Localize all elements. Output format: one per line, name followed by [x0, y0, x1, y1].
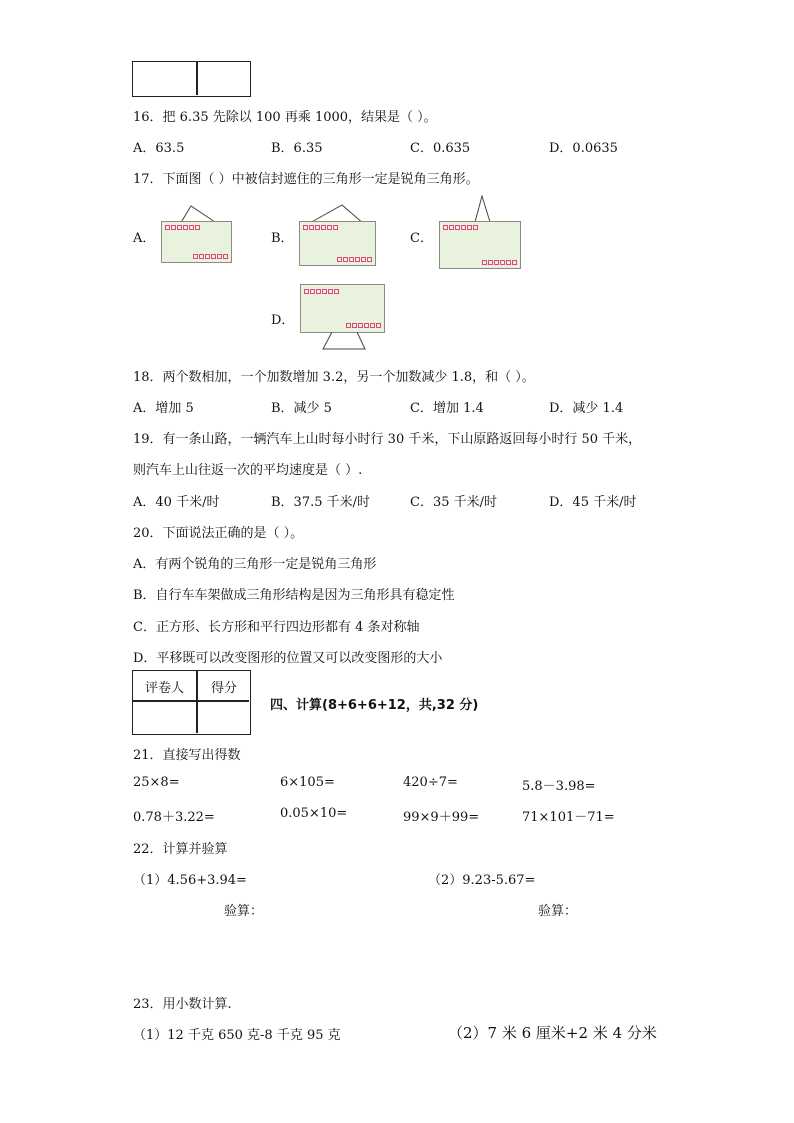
q23-part2: （2）7 米 6 厘米+2 米 4 分米: [448, 1024, 657, 1042]
q16-option-a[interactable]: A．63.5: [133, 141, 185, 156]
section4-title: 四、计算(8+6+6+12，共,32 分): [270, 698, 479, 713]
score-table: [132, 670, 251, 735]
q22-part1: （1）4.56+3.94=: [133, 873, 247, 888]
q16-option-d[interactable]: D．0.0635: [549, 141, 618, 156]
q16-option-c[interactable]: C．0.635: [410, 141, 471, 156]
envelope-a-stamps-bottom: [193, 254, 228, 259]
q21-item-6: 0.05×10=: [280, 806, 348, 821]
q21-text: 21．直接写出得数: [133, 748, 241, 763]
q18-option-d[interactable]: D．减少 1.4: [549, 401, 624, 416]
q22-check-1: 验算：: [224, 904, 264, 919]
q19-option-c[interactable]: C．35 千米/时: [410, 495, 498, 510]
q19-option-b[interactable]: B．37.5 千米/时: [271, 495, 371, 510]
q20-option-b[interactable]: B．自行车车架做成三角形结构是因为三角形具有稳定性: [133, 588, 455, 603]
envelope-d[interactable]: [300, 284, 385, 333]
top-table-divider: [196, 62, 198, 95]
q19-option-a[interactable]: A．40 千米/时: [133, 495, 220, 510]
q18-option-b[interactable]: B．减少 5: [271, 401, 332, 416]
q21-item-1: 25×8=: [133, 775, 180, 790]
q18-text: 18．两个数相加，一个加数增加 3.2，另一个加数减少 1.8，和（ ）。: [133, 370, 535, 385]
q16-option-b[interactable]: B．6.35: [271, 141, 323, 156]
q20-option-c[interactable]: C．正方形、长方形和平行四边形都有 4 条对称轴: [133, 620, 420, 635]
q22-part2: （2）9.23-5.67=: [428, 873, 536, 888]
q17-label-d[interactable]: D．: [271, 313, 295, 328]
score-header-score: 得分: [210, 681, 237, 696]
q18-option-a[interactable]: A．增加 5: [133, 401, 194, 416]
triangle-c-icon: [438, 193, 523, 223]
score-grader-input[interactable]: [133, 702, 196, 733]
q19-option-d[interactable]: D．45 千米/时: [549, 495, 637, 510]
q21-item-5: 0.78＋3.22=: [133, 810, 215, 825]
q18-option-c[interactable]: C．增加 1.4: [410, 401, 484, 416]
envelope-b-stamps-top: [303, 225, 338, 230]
envelope-a-stamps-top: [165, 225, 200, 230]
envelope-c-stamps-top: [443, 225, 478, 230]
q21-item-7: 99×9＋99=: [403, 810, 480, 825]
q21-item-3: 420÷7=: [403, 775, 458, 790]
envelope-d-stamps-bottom: [346, 323, 381, 328]
q19-text-line1: 19．有一条山路，一辆汽车上山时每小时行 30 千米，下山原路返回每小时行 50 千米，: [133, 432, 642, 447]
score-value-input[interactable]: [198, 702, 250, 733]
q17-label-c[interactable]: C．: [410, 231, 433, 246]
envelope-b-stamps-bottom: [337, 257, 372, 262]
envelope-b[interactable]: [299, 221, 376, 266]
q23-part1: （1）12 千克 650 克-8 千克 95 克: [133, 1028, 341, 1043]
q23-text: 23．用小数计算.: [133, 997, 232, 1012]
q17-label-b[interactable]: B．: [271, 231, 294, 246]
envelope-c-stamps-bottom: [482, 260, 517, 265]
q17-label-a[interactable]: A．: [133, 231, 156, 246]
q19-text-line2: 则汽车上山往返一次的平均速度是（ ）.: [133, 463, 363, 478]
score-header-grader: 评卷人: [144, 681, 184, 696]
q20-option-a[interactable]: A．有两个锐角的三角形一定是锐角三角形: [133, 557, 377, 572]
triangle-d-icon: [320, 332, 370, 352]
envelope-d-stamps-top: [304, 289, 339, 294]
q21-item-4: 5.8－3.98=: [522, 779, 596, 794]
q16-text: 16．把 6.35 先除以 100 再乘 1000，结果是（ ）。: [133, 110, 437, 125]
q21-item-8: 71×101－71=: [522, 810, 615, 825]
q17-text: 17．下面图（ ）中被信封遮住的三角形一定是锐角三角形。: [133, 172, 479, 187]
top-score-table: [132, 61, 251, 97]
q22-text: 22．计算并验算: [133, 842, 228, 857]
q20-text: 20．下面说法正确的是（ ）。: [133, 526, 304, 541]
envelope-c[interactable]: [439, 221, 521, 269]
q21-item-2: 6×105=: [280, 775, 335, 790]
q20-option-d[interactable]: D．平移既可以改变图形的位置又可以改变图形的大小: [133, 651, 443, 666]
q22-check-2: 验算：: [538, 904, 578, 919]
envelope-a[interactable]: [161, 221, 232, 263]
